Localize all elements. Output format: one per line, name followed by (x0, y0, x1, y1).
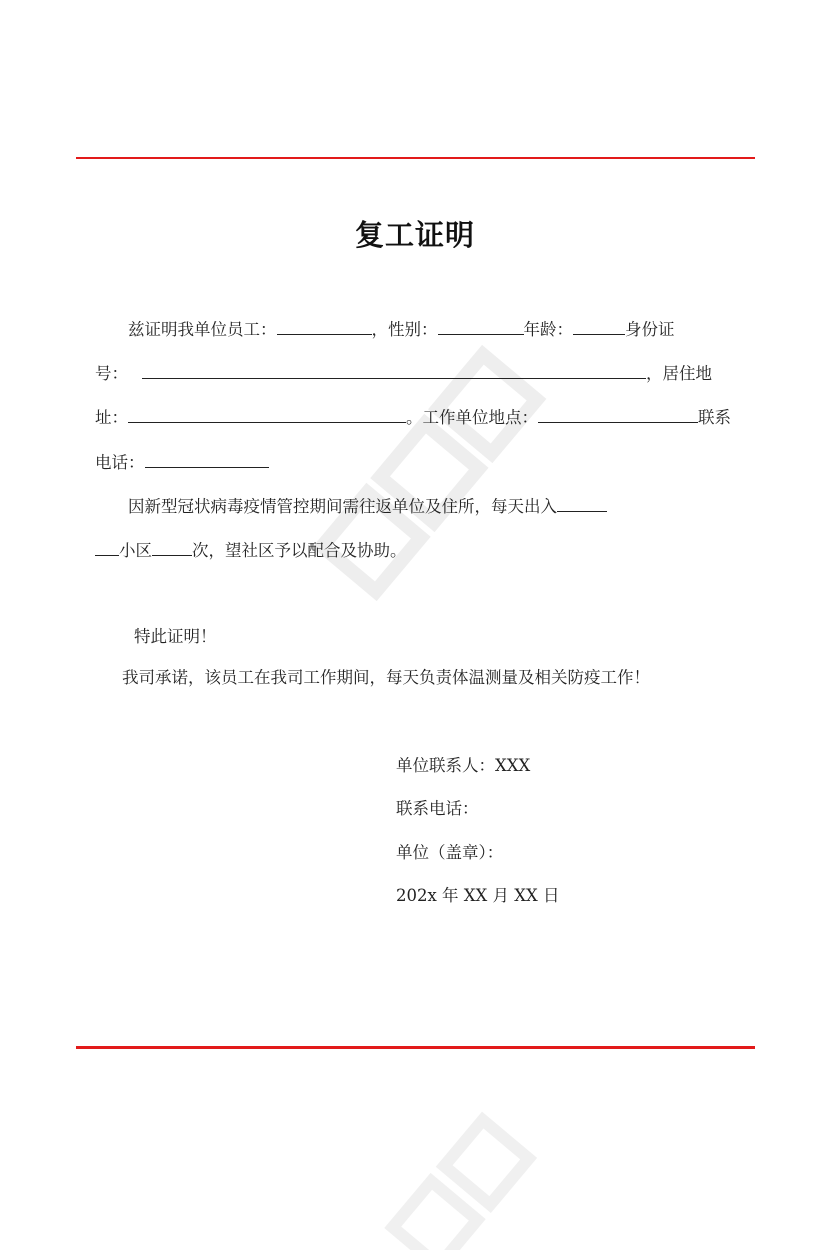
gender-label: ，性别： (371, 320, 438, 339)
id-label-end: 号： (95, 364, 128, 383)
gender-blank (438, 317, 524, 335)
work-place-label: 。工作单位地点： (406, 408, 538, 427)
top-red-rule (76, 157, 755, 159)
special-certification: 特此证明！ (134, 627, 217, 646)
community-label: 小区 (119, 541, 152, 560)
para1-line3 (95, 405, 731, 430)
id-number-blank (142, 361, 646, 379)
para1-line2 (95, 361, 712, 386)
age-blank (573, 317, 625, 335)
unit-seal: 单位（盖章）： (396, 843, 504, 862)
para2-line1 (128, 494, 607, 519)
bottom-red-rule (76, 1046, 755, 1049)
employee-label: 兹证明我单位员工： (128, 320, 277, 339)
document-date: 202x 年 XX 月 XX 日 (396, 886, 560, 905)
promise-statement: 我司承诺，该员工在我司工作期间，每天负责体温测量及相关防疫工作！ (122, 668, 650, 687)
para2-line2 (95, 538, 407, 563)
contact-person: 单位联系人：XXX (396, 756, 531, 775)
phone-blank (145, 450, 269, 468)
employee-name-blank (277, 317, 372, 335)
address-label-start: ，居住地 (646, 364, 712, 383)
document-title: 复工证明 (354, 218, 475, 252)
times-blank (152, 538, 192, 556)
address-label-end: 址： (95, 408, 128, 427)
cooperation-text: 次，望社区予以配合及协助。 (192, 541, 407, 560)
id-label-start: 身份证 (625, 320, 675, 339)
para1-line4 (95, 450, 269, 475)
para1-line1 (128, 317, 675, 342)
address-blank (128, 405, 406, 423)
age-label: 年龄： (523, 320, 573, 339)
work-place-blank (538, 405, 698, 423)
phone-label: 电话： (95, 453, 145, 472)
watermark-graphic (250, 300, 610, 660)
contact-phone: 联系电话： (396, 799, 479, 818)
contact-label-start: 联系 (698, 408, 731, 427)
times-in-blank (557, 494, 607, 512)
commute-text: 因新型冠状病毒疫情管控期间需往返单位及住所，每天出入 (128, 497, 557, 516)
community-blank (95, 538, 119, 556)
watermark-graphic-bottom (300, 1050, 660, 1250)
